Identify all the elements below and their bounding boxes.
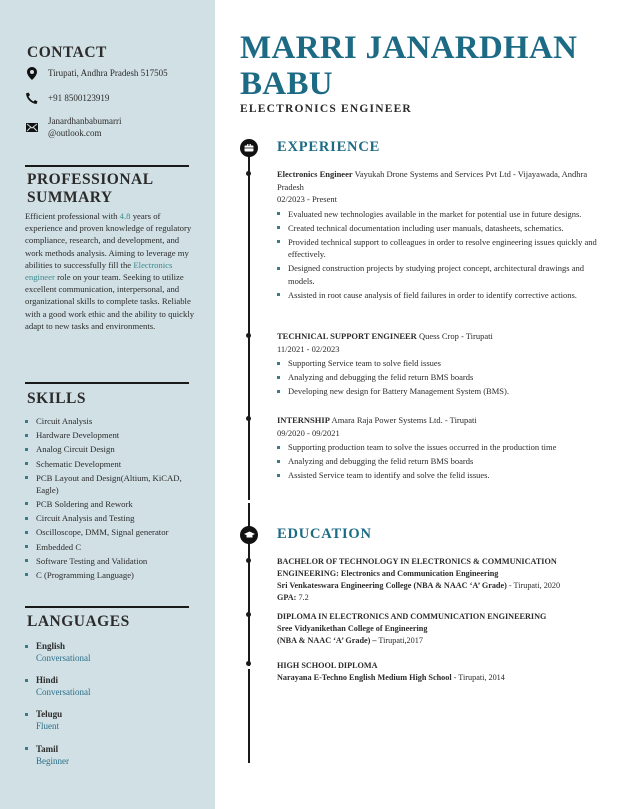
bullet-icon — [277, 226, 280, 229]
job-entry — [277, 168, 607, 303]
bullet-icon — [277, 240, 280, 243]
bullet-icon — [277, 460, 280, 463]
job-bullets — [277, 357, 607, 398]
timeline-line — [248, 148, 250, 763]
bullet-icon — [25, 502, 28, 505]
skills-heading: SKILLS — [27, 390, 87, 407]
role-highlight: Electronics engineer — [25, 259, 173, 283]
school: Sri Venkateswara Engineering College (NBA & NAAC ‘A’ Grade) — [277, 581, 507, 590]
sidebar — [0, 0, 215, 809]
bullet-icon — [277, 267, 280, 270]
timeline-gap — [247, 500, 251, 503]
contact-phone: +91 8500123919 — [25, 92, 109, 105]
skill-item: Hardware Development — [25, 429, 200, 441]
bullet-icon — [277, 362, 280, 365]
school: Narayana E-Techno English Medium High School — [277, 673, 452, 682]
skills-list — [25, 415, 200, 583]
bullet-icon — [25, 462, 28, 465]
summary-heading: PROFESSIONAL SUMMARY — [27, 171, 154, 206]
gpa-value: 7.2 — [296, 593, 309, 602]
language-item: English Conversational — [25, 640, 195, 664]
school-location: Tirupati,2017 — [376, 636, 423, 645]
job-bullet: Designed construction projects by studying project concept, architectural drawings and models. — [277, 262, 607, 287]
timeline-dot — [246, 612, 251, 617]
contact-heading: CONTACT — [27, 44, 107, 61]
school-grade: (NBA & NAAC ‘A’ Grade) – — [277, 636, 377, 645]
experience-heading: EXPERIENCE — [277, 139, 381, 155]
job-entry — [277, 330, 607, 399]
job-bullet: Analyzing and debugging the felid return BMS boards — [277, 455, 607, 468]
candidate-name: MARRI JANARDHAN BABU — [240, 30, 578, 102]
job-bullets — [277, 208, 607, 302]
timeline-dot — [246, 416, 251, 421]
bullet-icon — [25, 573, 28, 576]
bullet-icon — [277, 293, 280, 296]
job-bullet: Evaluated new technologies available in the market for potential use in future designs. — [277, 208, 607, 221]
bullet-icon — [25, 476, 28, 479]
education-entry — [277, 611, 612, 647]
phone-icon — [25, 92, 38, 105]
job-bullets — [277, 441, 607, 482]
job-title: Electronics Engineer — [277, 169, 353, 179]
bullet-icon — [25, 545, 28, 548]
skill-item: Circuit Analysis — [25, 415, 200, 427]
divider — [25, 165, 189, 167]
school-location: - Tirupati, 2020 — [506, 581, 561, 590]
divider — [25, 606, 189, 608]
skill-item: Analog Circuit Design — [25, 443, 200, 455]
bullet-icon — [25, 448, 28, 451]
education-heading: EDUCATION — [277, 526, 372, 542]
bullet-icon — [25, 559, 28, 562]
bullet-icon — [277, 446, 280, 449]
location-pin-icon — [25, 67, 38, 80]
bullet-icon — [25, 531, 28, 534]
job-entry — [277, 414, 607, 483]
briefcase-icon — [240, 139, 258, 157]
timeline-dot — [246, 171, 251, 176]
graduation-cap-icon — [240, 526, 258, 544]
contact-address: Tirupati, Andhra Pradesh 517505 — [25, 67, 168, 80]
job-bullet: Assisted in root cause analysis of field failures in order to identify corrective actions. — [277, 289, 607, 302]
envelope-icon — [25, 121, 38, 134]
job-title: TECHNICAL SUPPORT ENGINEER — [277, 331, 417, 341]
summary-text: Efficient professional with 4.8 years of experience and proven knowledge of regulatory compliance, research, and development, and work methods analysis. Aiming to leverage my abilities to successfully fill the Electronics engineer role on your team. Seeking to utilize excellent communication, interpersonal, and organizational skills to complete tasks. Reliable with a good work ethic and the ability to quickly adapt to new tasks and environments. — [25, 211, 195, 331]
years-highlight: 4.8 — [119, 211, 131, 221]
skill-item: PCB Soldering and Rework — [25, 498, 200, 510]
job-title: INTERNSHIP — [277, 415, 330, 425]
bullet-icon — [277, 376, 280, 379]
degree: BACHELOR OF TECHNOLOGY IN ELECTRONICS & COMMUNICATION ENGINEERING: Electronics and Communication Engineering — [277, 557, 557, 578]
language-item: Tamil Beginner — [25, 743, 195, 767]
degree: HIGH SCHOOL DIPLOMA — [277, 661, 378, 670]
contact-email[interactable] — [25, 115, 121, 139]
job-company: Vayukah Drone Systems and Services Pvt Ltd - Vijayawada, Andhra Pradesh — [277, 169, 588, 192]
bullet-icon — [25, 434, 28, 437]
bullet-icon — [25, 713, 28, 716]
bullet-icon — [25, 420, 28, 423]
main-content — [215, 0, 624, 809]
languages-heading: LANGUAGES — [27, 613, 130, 630]
email-line-1: Janardhanbabumarri — [48, 116, 122, 126]
education-entry — [277, 556, 612, 604]
job-bullet: Created technical documentation including user manuals, datasheets, schematics. — [277, 222, 607, 235]
job-dates: 11/2021 - 02/2023 — [277, 343, 340, 354]
job-dates: 09/2020 - 09/2021 — [277, 427, 340, 438]
timeline-dot — [246, 333, 251, 338]
school: Sree Vidyanikethan College of Engineering — [277, 623, 428, 633]
bullet-icon — [25, 517, 28, 520]
job-dates: 02/2023 - Present — [277, 194, 337, 204]
language-item: Telugu Fluent — [25, 708, 195, 732]
skill-item: Oscilloscope, DMM, Signal generator — [25, 526, 200, 538]
gpa-label: GPA: — [277, 593, 297, 602]
divider — [25, 382, 189, 384]
bullet-icon — [25, 747, 28, 750]
job-company: Amara Raja Power Systems Ltd. - Tirupati — [329, 415, 477, 425]
bullet-icon — [25, 645, 28, 648]
job-bullet: Supporting Service team to solve field issues — [277, 357, 607, 370]
timeline-dot — [246, 661, 251, 666]
job-bullet: Supporting production team to solve the issues occurred in the production time — [277, 441, 607, 454]
job-bullet: Assisted Service team to identify and solve the felid issues. — [277, 469, 607, 482]
timeline-gap — [247, 666, 251, 669]
languages-list — [25, 640, 195, 777]
skill-item: Schematic Development — [25, 458, 200, 470]
email-line-2: @outlook.com — [48, 128, 102, 138]
job-bullet: Provided technical support to colleagues in order to resolve engineering issues quickly and effectively. — [277, 236, 607, 261]
bullet-icon — [277, 212, 280, 215]
skill-item: Embedded C — [25, 541, 200, 553]
job-bullet: Analyzing and debugging the felid return BMS boards — [277, 371, 607, 384]
degree: DIPLOMA IN ELECTRONICS AND COMMUNICATION ENGINEERING — [277, 612, 547, 621]
skill-item: PCB Layout and Design(Altium, KiCAD, Eagle) — [25, 472, 186, 496]
bullet-icon — [277, 474, 280, 477]
job-company: Quess Crop - Tirupati — [416, 331, 493, 341]
skill-item: Software Testing and Validation — [25, 555, 200, 567]
timeline-dot — [246, 558, 251, 563]
job-bullet: Developing new design for Battery Management System (BMS). — [277, 385, 607, 398]
language-item: Hindi Conversational — [25, 674, 195, 698]
bullet-icon — [25, 679, 28, 682]
skill-item: C (Programming Language) — [25, 569, 200, 581]
school-location: - Tirupati, 2014 — [451, 673, 505, 682]
education-entry — [277, 660, 612, 684]
candidate-role: ELECTRONICS ENGINEER — [240, 103, 412, 115]
skill-item: Circuit Analysis and Testing — [25, 512, 200, 524]
bullet-icon — [277, 390, 280, 393]
